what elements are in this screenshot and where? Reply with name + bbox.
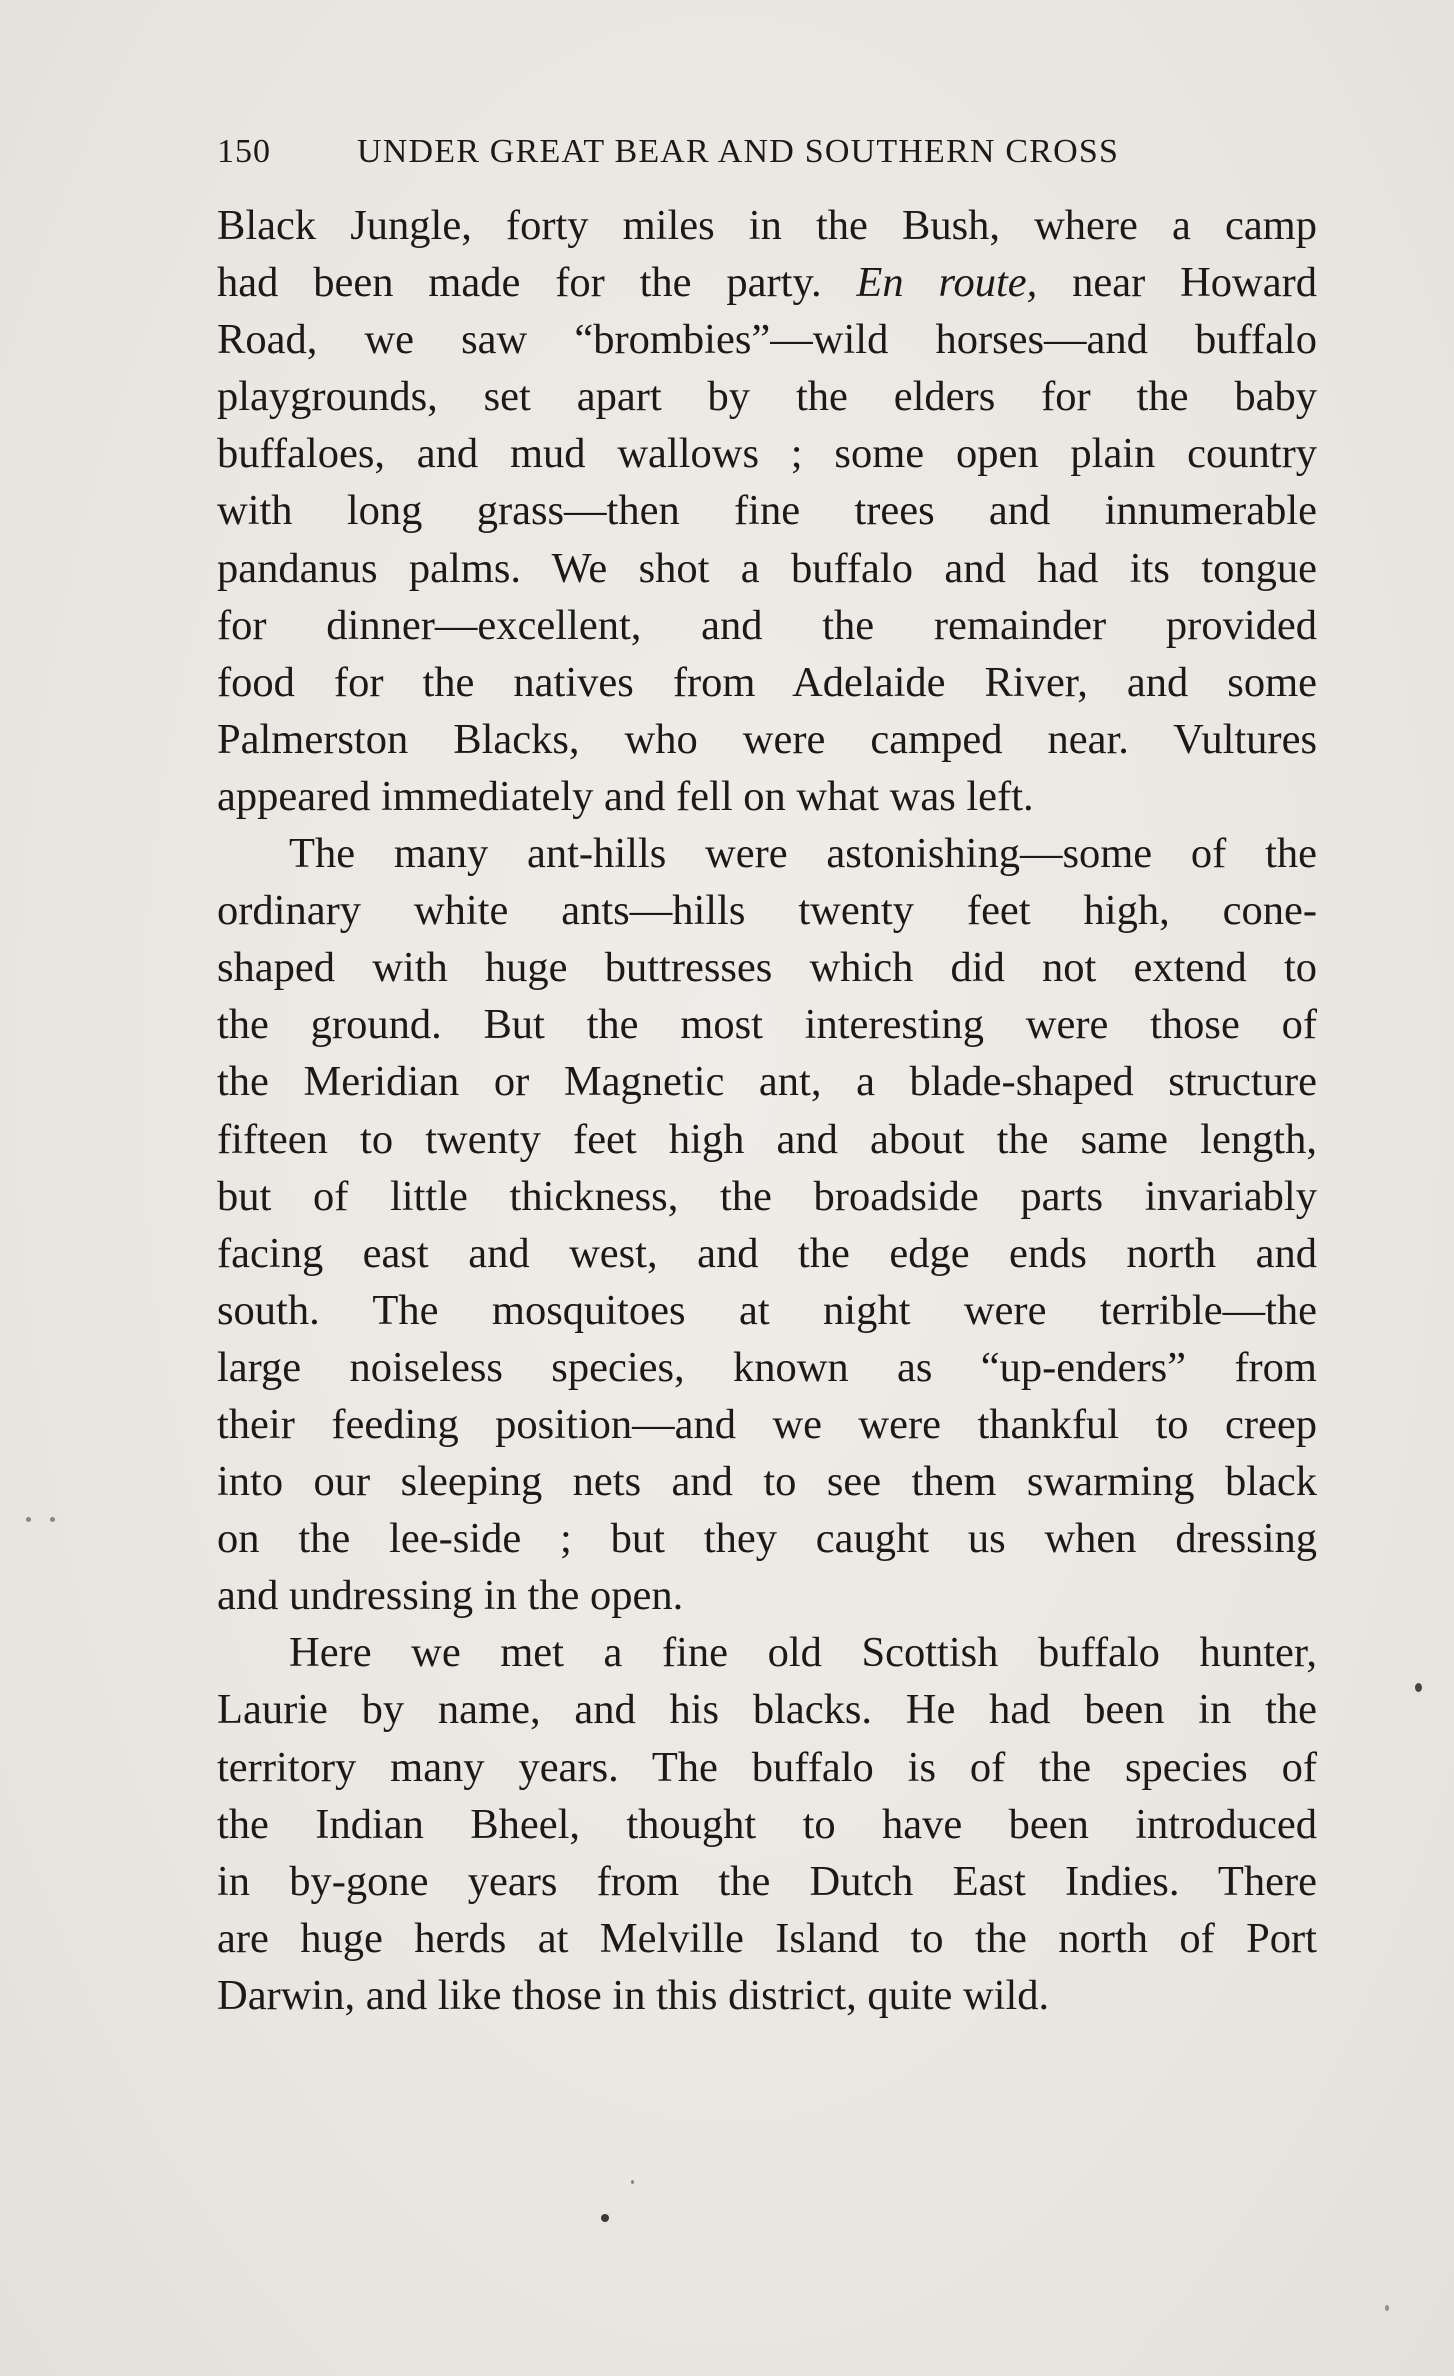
text-line: shaped with huge buttresses which did not extend to [217,944,1317,992]
text-line: buffaloes, and mud wallows ; some open plain country [217,430,1317,478]
text-line: appeared immediately and fell on what was left. [217,772,1034,820]
text-line: food for the natives from Adelaide River, and some [217,658,1317,706]
text-line: south. The mosquitoes at night were terrible—the [217,1286,1317,1334]
body-text [217,197,1317,2024]
running-head [217,128,1317,176]
text-line: The many ant-hills were astonishing—some of the [289,830,1317,878]
text-line: territory many years. The buffalo is of the species of [217,1743,1317,1791]
text-line: for dinner—excellent, and the remainder provided [217,601,1317,649]
text-line: Here we met a fine old Scottish buffalo hunter, [289,1629,1317,1677]
paragraph-1 [217,197,1317,825]
text-line: pandanus palms. We shot a buffalo and had its tongue [217,544,1317,592]
text-line: fifteen to twenty feet high and about the same length, [217,1115,1317,1163]
text-line: in by-gone years from the Dutch East Indies. There [217,1857,1317,1905]
text-line: ordinary white ants—hills twenty feet high, cone- [217,887,1317,935]
text-line: Road, we saw “brombies”—wild horses—and buffalo [217,316,1317,364]
paragraph-3 [217,1624,1317,2024]
text-line: into our sleeping nets and to see them swarming black [217,1458,1317,1506]
italic-phrase: En route, [856,259,1038,307]
text-line: but of little thickness, the broadside parts invariably [217,1172,1317,1220]
text-line: Darwin, and like those in this district, quite wild. [217,1971,1050,2019]
text-line: on the lee-side ; but they caught us when dressing [217,1515,1317,1563]
text-line: their feeding position—and we were thankful to creep [217,1400,1317,1448]
paper-speck [601,2214,609,2222]
text-line: Laurie by name, and his blacks. He had been in the [217,1686,1317,1734]
text-line: with long grass—then fine trees and innumerable [217,487,1317,535]
paper-speck [1385,2305,1389,2311]
text-line: the ground. But the most interesting were those of [217,1001,1317,1049]
text-line: large noiseless species, known as “up-enders” from [217,1343,1317,1391]
text-line: facing east and west, and the edge ends north and [217,1229,1317,1277]
paper-speck [26,1517,31,1522]
paragraph-2 [217,825,1317,1624]
text-line-with-italic [217,254,1317,311]
text-line: playgrounds, set apart by the elders for the baby [217,373,1317,421]
text-line: the Indian Bheel, thought to have been introduced [217,1800,1317,1848]
text-line: Black Jungle, forty miles in the Bush, where a camp [217,202,1317,249]
text-line: and undressing in the open. [217,1572,684,1620]
paper-speck [631,2180,634,2184]
page-number: 150 [217,133,271,170]
running-head-title: UNDER GREAT BEAR AND SOUTHERN CROSS [357,133,1120,170]
line-segment: had been made for the party. En route, near Howard [217,259,1317,307]
text-line: are huge herds at Melville Island to the north of Port [217,1914,1317,1962]
text-line: the Meridian or Magnetic ant, a blade-shaped structure [217,1058,1317,1106]
paper-speck [50,1517,55,1522]
text-line: Palmerston Blacks, who were camped near. Vultures [217,715,1317,763]
paper-speck [1415,1683,1422,1692]
